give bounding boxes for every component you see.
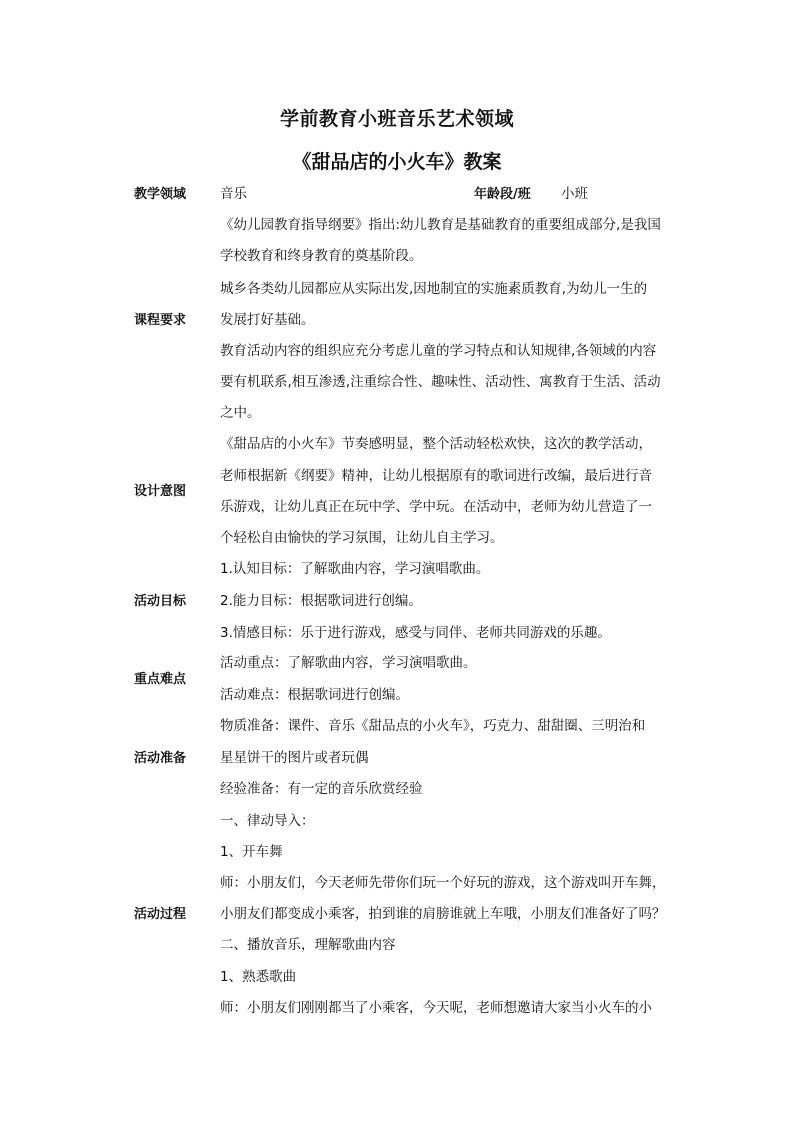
text-line: 个轻松自由愉快的学习氛围，让幼儿自主学习。 (220, 530, 504, 546)
label-grade: 年龄段/班 (474, 187, 531, 202)
text-line: 城乡各类幼儿园都应从实际出发,因地制宜的实施素质教育,为幼儿一生的 (220, 281, 648, 297)
text-line: 经验准备：有一定的音乐欣赏经验 (220, 781, 423, 797)
text-line: 《甜品店的小火车》节奏感明显，整个活动轻松欢快，这次的教学活动， (220, 436, 652, 452)
text-line: 之中。 (220, 405, 261, 421)
section-label: 重点难点 (134, 672, 187, 687)
text-line: 2.能力目标：根据歌词进行创编。 (220, 593, 422, 609)
value-grade: 小班 (561, 186, 588, 202)
text-line: 物质准备：课件、音乐《甜品点的小火车》，巧克力、甜甜圈、三明治和 (220, 718, 646, 734)
text-line: 活动重点：了解歌曲内容，学习演唱歌曲。 (220, 655, 477, 671)
text-line: 教育活动内容的组织应充分考虑儿童的学习特点和认知规律,各领域的内容 (220, 343, 657, 359)
text-line: 一、律动导入： (220, 813, 315, 829)
text-line: 星星饼干的图片或者玩偶 (220, 750, 369, 766)
text-line: 发展打好基础。 (220, 312, 315, 328)
section-label: 活动过程 (134, 907, 187, 922)
section-label: 活动目标 (134, 594, 187, 609)
text-line: 3.情感目标：乐于进行游戏，感受与同伴、老师共同游戏的乐趣。 (220, 625, 611, 641)
text-line: 二、播放音乐，理解歌曲内容 (220, 937, 396, 953)
text-line: 要有机联系,相互渗透,注重综合性、趣味性、活动性、寓教育于生活、活动 (220, 374, 661, 390)
document-subtitle: 《甜品店的小火车》教案 (292, 151, 502, 173)
value-teaching-domain: 音乐 (220, 186, 247, 202)
document-title: 学前教育小班音乐艺术领域 (279, 108, 514, 130)
text-line: 学校教育和终身教育的奠基阶段。 (220, 248, 423, 264)
label-teaching-domain: 教学领域 (134, 187, 187, 202)
text-line: 老师根据新《纲要》精神，让幼儿根据原有的歌词进行改编，最后进行音 (220, 468, 652, 484)
text-line: 《幼儿园教育指导纲要》指出:幼儿教育是基础教育的重要组成部分,是我国 (220, 217, 661, 233)
text-line: 1、熟悉歌曲 (220, 969, 297, 985)
text-line: 小朋友们都变成小乘客，拍到谁的肩膀谁就上车哦，小朋友们准备好了吗？ (220, 906, 666, 922)
section-label: 活动准备 (134, 751, 187, 766)
text-line: 1.认知目标：了解歌曲内容，学习演唱歌曲。 (220, 561, 490, 577)
text-line: 师：小朋友们刚刚都当了小乘客，今天呢，老师想邀请大家当小火车的小 (220, 1000, 652, 1016)
section-label: 设计意图 (134, 484, 187, 499)
section-label: 课程要求 (134, 313, 187, 328)
text-line: 师：小朋友们，今天老师先带你们玩一个好玩的游戏，这个游戏叫开车舞， (220, 875, 666, 891)
text-line: 1、开车舞 (220, 844, 283, 860)
text-line: 乐游戏，让幼儿真正在玩中学、学中玩。在活动中，老师为幼儿营造了一 (220, 499, 652, 515)
text-line: 活动难点：根据歌词进行创编。 (220, 687, 409, 703)
